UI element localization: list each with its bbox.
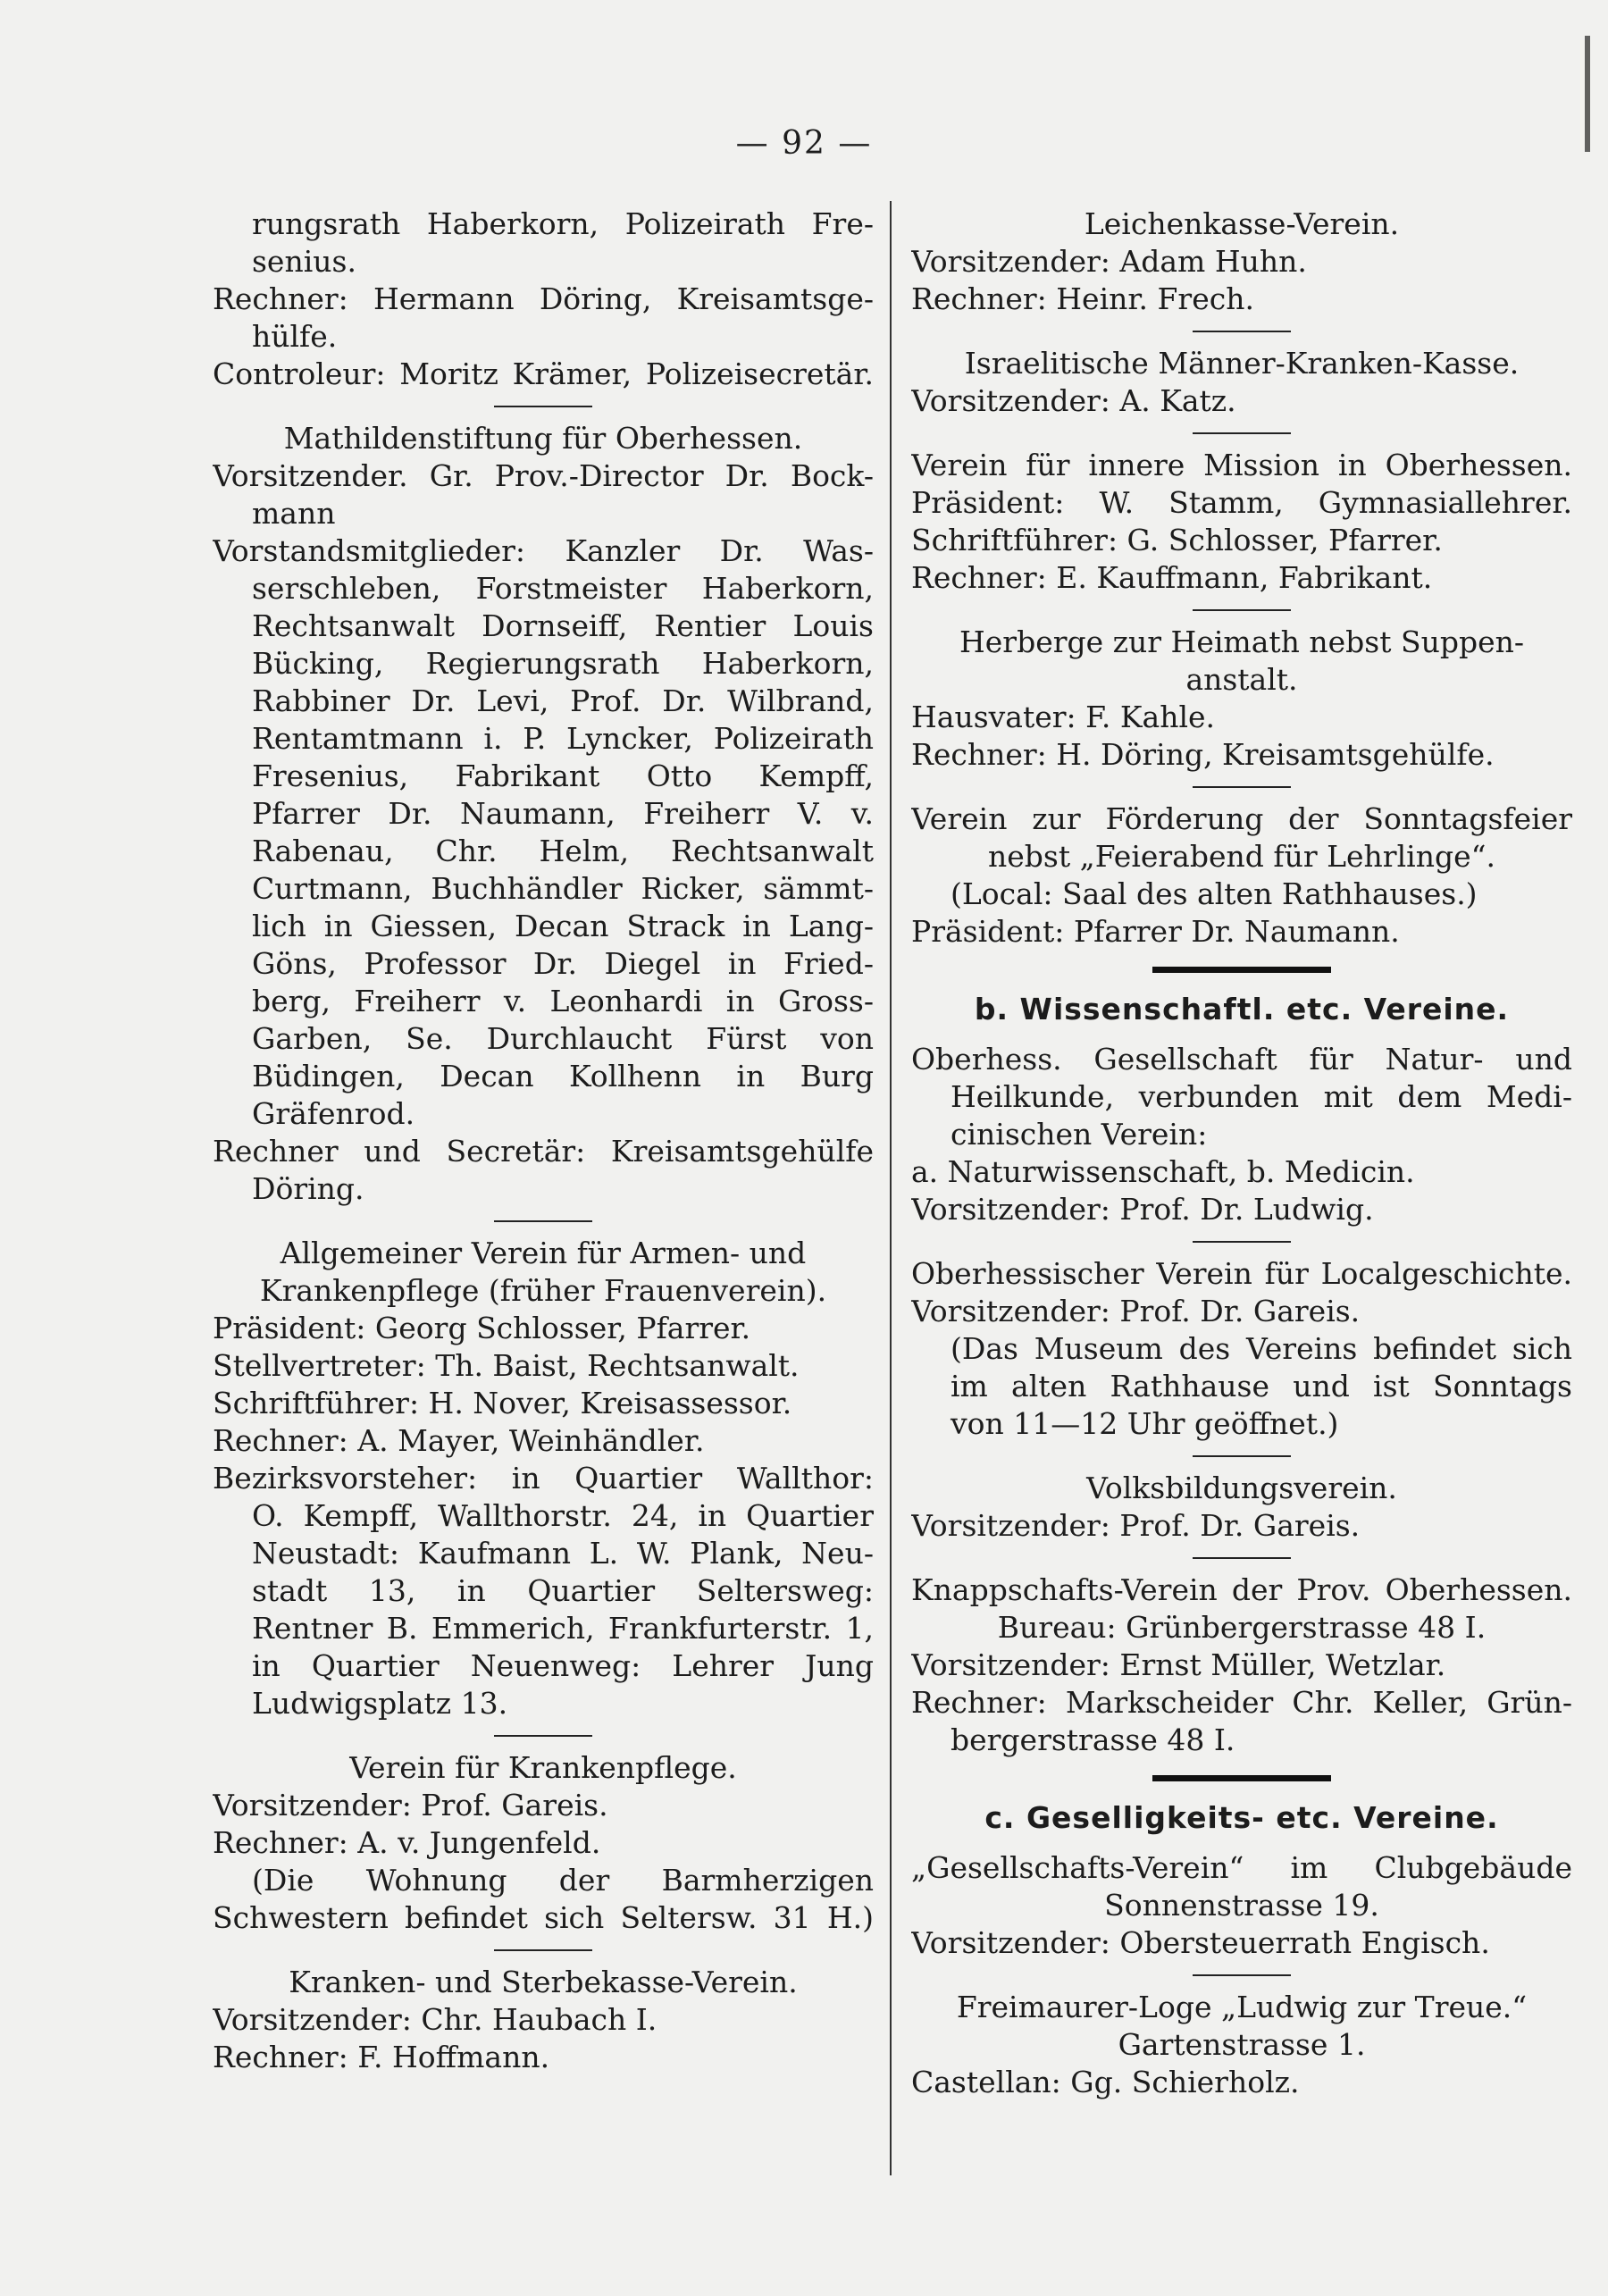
separator-rule xyxy=(1193,331,1291,332)
entry-block xyxy=(213,1749,874,1937)
entry-block xyxy=(911,1470,1572,1545)
text-line: Gartenstrasse 1. xyxy=(1118,2027,1366,2062)
text-line: Rentner B. Emmerich, Frankfurterstr. 1, xyxy=(252,1611,874,1646)
text-line: (Die Wohnung der Barmherzigen xyxy=(252,1863,874,1898)
text-line: stadt 13, in Quartier Seltersweg: xyxy=(252,1573,874,1608)
text-line: Volksbildungsverein. xyxy=(1086,1471,1397,1505)
text-line: Bücking, Regierungsrath Haberkorn, xyxy=(252,646,874,681)
text-line: Vorsitzender: Adam Huhn. xyxy=(911,244,1307,279)
text-line: Rechner und Secretär: Kreisamtsgehülfe xyxy=(213,1134,874,1169)
entry-block xyxy=(911,1849,1572,1962)
entry-block xyxy=(213,1235,874,1722)
text-line: nebst „Feierabend für Lehrlinge“. xyxy=(988,839,1495,874)
text-line: im alten Rathhause und ist Sonntags xyxy=(951,1369,1572,1404)
separator-rule xyxy=(494,1220,592,1222)
text-line: Rechner: A. v. Jungenfeld. xyxy=(213,1825,601,1860)
text-line: cinischen Verein: xyxy=(951,1117,1208,1152)
text-line: Vorstandsmitglieder: Kanzler Dr. Was- xyxy=(213,533,874,568)
page-number: — 92 — xyxy=(735,125,873,162)
text-line: von 11—12 Uhr geöffnet.) xyxy=(951,1406,1339,1441)
text-line: Herberge zur Heimath nebst Suppen- xyxy=(959,624,1525,659)
text-line: Castellan: Gg. Schierholz. xyxy=(911,2065,1300,2099)
text-line: Rechner: E. Kauffmann, Fabrikant. xyxy=(911,560,1433,595)
text-line: Rentamtmann i. P. Lyncker, Polizeirath xyxy=(252,721,874,756)
separator-rule xyxy=(1193,1455,1291,1457)
separator-rule xyxy=(1193,609,1291,611)
text-line: (Das Museum des Vereins befindet sich xyxy=(951,1331,1572,1366)
text-line: Fresenius, Fabrikant Otto Kempff, xyxy=(252,758,874,793)
right-column xyxy=(911,205,1572,2101)
text-line: Büdingen, Decan Kollhenn in Burg xyxy=(252,1059,874,1094)
text-line: a. Naturwissenschaft, b. Medicin. xyxy=(911,1154,1415,1189)
text-line: hülfe. xyxy=(252,319,338,354)
entry-block xyxy=(911,205,1572,318)
entry-block xyxy=(911,1571,1572,1759)
text-line: Verein zur Förderung der Sonntagsfeier xyxy=(911,801,1572,836)
text-line: Rechner: A. Mayer, Weinhändler. xyxy=(213,1423,705,1458)
text-line: Vorsitzender: Prof. Gareis. xyxy=(213,1788,608,1823)
text-line: mann xyxy=(252,496,336,531)
text-line: Rabenau, Chr. Helm, Rechtsanwalt xyxy=(252,834,874,868)
text-line: Kranken- und Sterbekasse-Verein. xyxy=(289,1965,798,1999)
text-line: Vorsitzender: Prof. Dr. Gareis. xyxy=(911,1294,1361,1328)
left-column xyxy=(213,205,874,2076)
text-line: Göns, Professor Dr. Diegel in Fried- xyxy=(252,946,874,981)
text-line: Curtmann, Buchhändler Ricker, sämmt- xyxy=(252,871,874,906)
text-line: Allgemeiner Verein für Armen- und xyxy=(280,1236,807,1270)
text-line: Vorsitzender: Obersteuerrath Engisch. xyxy=(911,1925,1490,1960)
text-line: Präsident: Georg Schlosser, Pfarrer. xyxy=(213,1311,751,1345)
text-line: Heilkunde, verbunden mit dem Medi- xyxy=(951,1079,1572,1114)
text-line: berg, Freiherr v. Leonhardi in Gross- xyxy=(252,984,874,1018)
column-divider xyxy=(890,201,892,2175)
text-line: Oberhess. Gesellschaft für Natur- und xyxy=(911,1042,1572,1077)
text-line: senius. xyxy=(252,244,356,279)
separator-rule xyxy=(1193,786,1291,788)
text-line: Krankenpflege (früher Frauenverein). xyxy=(259,1273,827,1308)
entry-block xyxy=(213,420,874,1208)
text-line: Pfarrer Dr. Naumann, Freiherr V. v. xyxy=(252,796,874,831)
text-line: in Quartier Neuenweg: Lehrer Jung xyxy=(252,1648,874,1683)
text-line: Oberhessischer Verein für Localgeschichte. xyxy=(911,1256,1572,1291)
text-line: Vorsitzender: Chr. Haubach I. xyxy=(213,2002,657,2037)
entry-block xyxy=(911,1989,1572,2101)
text-line: Knappschafts-Verein der Prov. Oberhessen. xyxy=(911,1572,1572,1607)
text-line: Bureau: Grünbergerstrasse 48 I. xyxy=(997,1610,1487,1645)
entry-block xyxy=(911,345,1572,420)
text-line: Schriftführer: G. Schlosser, Pfarrer. xyxy=(911,523,1443,557)
text-line: Bezirksvorsteher: in Quartier Wallthor: xyxy=(213,1461,874,1496)
section-heading: b. Wissenschaftl. etc. Vereine. xyxy=(974,992,1510,1026)
text-line: Ludwigsplatz 13. xyxy=(252,1686,508,1721)
text-line: Hausvater: F. Kahle. xyxy=(911,700,1216,734)
text-line: Rechtsanwalt Dornseiff, Rentier Louis xyxy=(252,608,874,643)
text-line: Rechner: F. Hoffmann. xyxy=(213,2040,550,2074)
entry-block xyxy=(911,1255,1572,1443)
separator-rule xyxy=(1193,1557,1291,1559)
text-line: Vorsitzender: Prof. Dr. Gareis. xyxy=(911,1508,1361,1543)
text-line: rungsrath Haberkorn, Polizeirath Fre- xyxy=(252,206,874,241)
text-line: lich in Giessen, Decan Strack in Lang- xyxy=(252,909,874,943)
text-line: Garben, Se. Durchlaucht Fürst von xyxy=(252,1021,874,1056)
text-line: Vorsitzender: Prof. Dr. Ludwig. xyxy=(911,1192,1374,1227)
entry-block xyxy=(213,1964,874,2076)
text-line: Rechner: H. Döring, Kreisamtsgehülfe. xyxy=(911,737,1495,772)
entry-block xyxy=(911,624,1572,774)
text-line: Präsident: W. Stamm, Gymnasiallehrer. xyxy=(911,485,1572,520)
text-line: Rechner: Heinr. Frech. xyxy=(911,281,1254,316)
entry-block xyxy=(911,447,1572,597)
text-line: Vorsitzender: Ernst Müller, Wetzlar. xyxy=(911,1647,1446,1682)
text-line: anstalt. xyxy=(1185,662,1298,697)
text-line: Schriftführer: H. Nover, Kreisassessor. xyxy=(213,1386,792,1420)
separator-rule xyxy=(1193,1974,1291,1976)
text-line: Vorsitzender. Gr. Prov.-Director Dr. Bock- xyxy=(213,458,874,493)
text-line: Schwestern befindet sich Seltersw. 31 H.) xyxy=(213,1900,874,1935)
entry-block xyxy=(911,1041,1572,1228)
separator-rule xyxy=(494,1735,592,1737)
text-line: Mathildenstiftung für Oberhessen. xyxy=(283,421,803,456)
text-line: Verein für innere Mission in Oberhessen. xyxy=(911,448,1572,482)
text-line: Controleur: Moritz Krämer, Polizeisecretär. xyxy=(213,356,874,391)
text-line: Stellvertreter: Th. Baist, Rechtsanwalt. xyxy=(213,1348,800,1383)
separator-rule xyxy=(1193,432,1291,434)
text-line: (Local: Saal des alten Rathhauses.) xyxy=(951,876,1478,911)
text-line: Sonnenstrasse 19. xyxy=(1104,1888,1379,1923)
text-line: Rabbiner Dr. Levi, Prof. Dr. Wilbrand, xyxy=(252,683,874,718)
separator-rule xyxy=(494,1949,592,1951)
text-line: bergerstrasse 48 I. xyxy=(951,1722,1235,1757)
entry-block xyxy=(213,205,874,393)
text-line: Präsident: Pfarrer Dr. Naumann. xyxy=(911,914,1400,949)
text-line: „Gesellschafts-Verein“ im Clubgebäude xyxy=(911,1850,1572,1885)
section-rule xyxy=(1152,967,1331,973)
text-line: Neustadt: Kaufmann L. W. Plank, Neu- xyxy=(252,1536,874,1571)
separator-rule xyxy=(494,406,592,407)
text-line: Leichenkasse-Verein. xyxy=(1084,206,1400,241)
text-line: Gräfenrod. xyxy=(252,1096,415,1131)
entry-block xyxy=(911,800,1572,951)
separator-rule xyxy=(1193,1241,1291,1243)
text-line: Döring. xyxy=(252,1171,364,1206)
section-rule xyxy=(1152,1775,1331,1781)
text-line: Israelitische Männer-Kranken-Kasse. xyxy=(964,346,1520,381)
text-line: serschleben, Forstmeister Haberkorn, xyxy=(252,571,874,606)
text-line: Verein für Krankenpflege. xyxy=(349,1750,737,1785)
section-heading: c. Geselligkeits- etc. Vereine. xyxy=(984,1800,1499,1835)
text-line: Rechner: Markscheider Chr. Keller, Grün- xyxy=(911,1685,1572,1720)
text-line: Vorsitzender: A. Katz. xyxy=(911,383,1236,418)
text-line: Rechner: Hermann Döring, Kreisamtsge- xyxy=(213,281,874,316)
scan-edge-mark xyxy=(1585,36,1590,152)
text-line: Freimaurer-Loge „Ludwig zur Treue.“ xyxy=(956,1990,1528,2024)
text-line: O. Kempff, Wallthorstr. 24, in Quartier xyxy=(252,1498,874,1533)
